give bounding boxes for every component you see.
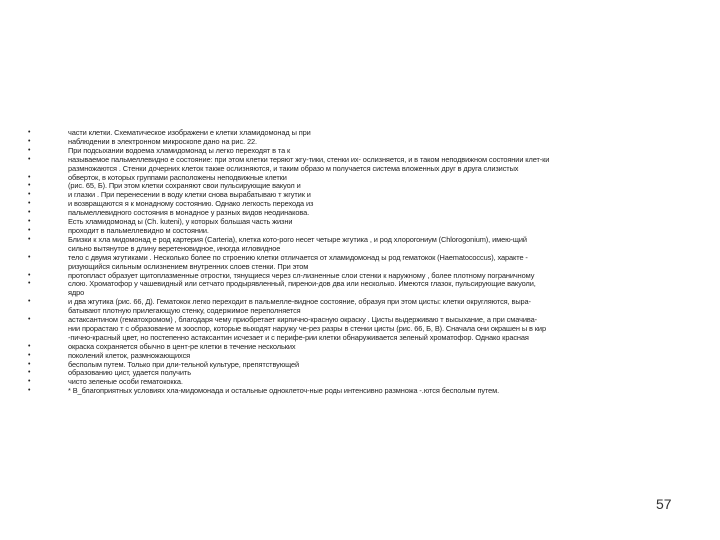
list-item — [28, 298, 690, 316]
list-item-line: ядро — [68, 288, 85, 298]
list-item — [28, 236, 690, 254]
list-item-line: слою. Хроматофор у чашевидный или сетчато продырявленный, пиренои-дов два или несколько. Имеются глазок, пульсирующие вакуоли, — [68, 279, 536, 289]
bullet-icon: • — [28, 342, 31, 350]
list-item-line: размножаются . Стенки дочерних клеток также ослизняются, и таким образо м получается система вложенных друг в друга слизистых — [68, 163, 519, 173]
bullet-icon: • — [28, 155, 31, 163]
bullet-icon: • — [28, 226, 31, 234]
list-item-line: и глазки . При перенесении в воду клетки снова вырабатываю т жгутик и — [68, 190, 311, 200]
list-item-line: и два жгутика (рис. 66, Д). Гематокок легко переходит в пальмелле-видное состояние, образуя при этом цисты: клетки округляются, выра- — [68, 297, 531, 307]
bullet-list — [28, 129, 690, 396]
list-item-line: ризующийся сильным ослизнением внутренних слоев стенки. При этом — [68, 261, 309, 271]
bullet-icon: • — [28, 316, 31, 324]
bullet-icon: • — [28, 146, 31, 154]
list-item-line: протопласт образует щитоплазменные отростки, тянущиеся через сл-лизненные слои стенки к наружному , более плотному пограничному — [68, 270, 535, 280]
bullet-icon: • — [28, 173, 31, 181]
page-number: 57 — [656, 496, 672, 512]
bullet-icon: • — [28, 280, 31, 288]
list-item-line: и возвращаются я к монадному состоянию. Однако легкость перехода из — [68, 199, 314, 209]
list-item-line: пальмеллевидного состояния в монадное у разных видов неодинакова. — [68, 208, 310, 218]
list-item-line: -пично-красный цвет, но постепенно астаксантин исчезает и с перифе-рии клетки обнаруживается зеленый хроматофор. Однако красная — [68, 332, 529, 342]
bullet-icon: • — [28, 253, 31, 261]
list-item-line: чисто зеленые особи гематококка. — [68, 377, 183, 387]
list-item-line: * В_благоприятных условиях хла-мидомонада и остальные одноклеточ-ные роды интенсивно размножа -.ются бесполым путем. — [68, 386, 500, 396]
bullet-icon: • — [28, 298, 31, 306]
list-item-line: называемое пальмеллевидно е состояние: при этом клетки теряют жгу-тики, стенки их- ослизняется, и в таком неподвижном состоянии клет-ки — [68, 154, 550, 164]
bullet-icon: • — [28, 378, 31, 386]
list-item-line: нии прорастаю т с образование м зооспор, которые выходят наружу че-рез разры в стенки цисты (рис. 66, Б, В). Сначала они окрашен ы в кир — [68, 323, 546, 333]
bullet-icon: • — [28, 235, 31, 243]
list-item-line: окраска сохраняется обычно в цент-ре клетки в течение нескольких — [68, 341, 296, 351]
list-item-line: образованию цист, удается получить — [68, 368, 191, 378]
bullet-icon: • — [28, 209, 31, 217]
list-item — [28, 280, 690, 298]
bullet-icon: • — [28, 200, 31, 208]
list-item-line: астаксантином (гематохромом) , благодаря чему приобретает кирпично-красную окраску . Цисты выдерживаю т высыхание, а при смачива- — [68, 315, 537, 325]
bullet-icon: • — [28, 360, 31, 368]
list-item-line: тело с двумя жгутиками . Несколько более по строению клетки отличается от хламидомонад ы род гематокок (Haematococcus), характе - — [68, 252, 528, 262]
bullet-icon: • — [28, 191, 31, 199]
bullet-icon: • — [28, 129, 31, 136]
bullet-icon: • — [28, 271, 31, 279]
list-item — [28, 254, 690, 272]
list-item-line: бесполым путем. Только при дли-тельной культуре, препятствующей — [68, 359, 300, 369]
bullet-icon: • — [28, 218, 31, 226]
list-item-line: обверток, в которых группами расположены неподвижные клетки — [68, 172, 287, 182]
bullet-icon: • — [28, 387, 31, 395]
list-item — [28, 316, 690, 343]
list-item-line: наблюдении в электронном микроскопе дано на рис. 22. — [68, 136, 257, 146]
list-item-line: части клетки. Схематическое изображени е клетки хламидомонад ы при — [68, 128, 311, 137]
list-item-line: Близки к хла мидомонад е род картерия (Carteria), клетка кото-рого несет четыре жгутика , и род хлорогониум (Chlorogonium), имею-щий — [68, 234, 527, 244]
list-item-line: батывают плотную прилегающую стенку, содержимое переполняется — [68, 306, 301, 316]
bullet-icon: • — [28, 137, 31, 145]
bullet-icon: • — [28, 182, 31, 190]
list-item-line: Есть хламидомонад ы (Ch. kuteni), у которых большая часть жизни — [68, 217, 293, 227]
list-item — [28, 387, 690, 396]
list-item-line: (рис. 65, Б). При этом клетки сохраняют свои пульсирующие вакуол и — [68, 181, 301, 191]
list-item — [28, 156, 690, 174]
bullet-icon: • — [28, 351, 31, 359]
bullet-icon: • — [28, 369, 31, 377]
list-item-line: проходит в пальмеллевидно м состоянии. — [68, 225, 209, 235]
list-item-line: При подсыхании водоема хламидомонад ы легко переходят в та к — [68, 145, 291, 155]
list-item-line: поколений клеток, размножающихся — [68, 350, 191, 360]
list-item-line: сильно вытянутое в длину веретеновидное, иногда игловидное — [68, 243, 281, 253]
